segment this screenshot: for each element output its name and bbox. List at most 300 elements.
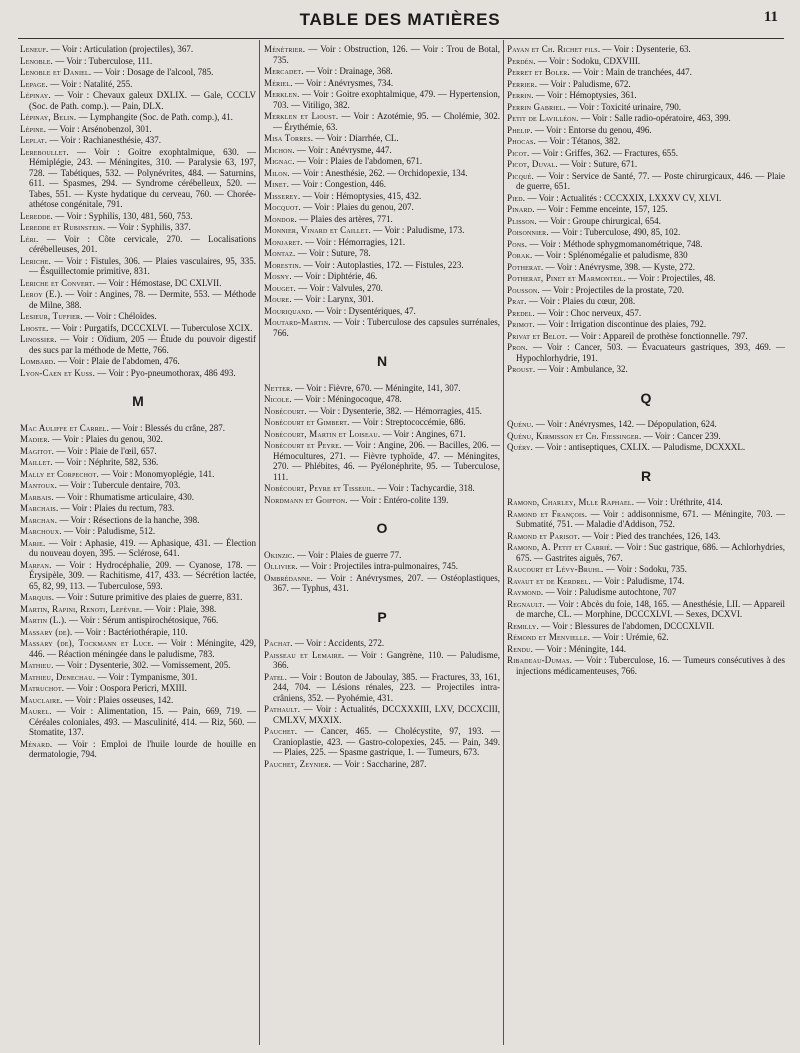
- author-name: Maillet.: [20, 457, 53, 467]
- entry-references: — Voir : Angine, 206. — Bacilles, 206. — Hémocultures, 271. — Fièvre typhoïde, 47. — Méningites, 270. — Phlébites, 46. — Pyélonéphrite, 95. — Tuberculose, 111.: [273, 440, 500, 482]
- index-entry: [20, 503, 256, 514]
- author-name: Mac Auliffe et Carrel.: [20, 422, 110, 433]
- entry-references: — Voir : Oïdium, 205 — Étude du pouvoir digestif des sucs par la méthode de Mette, 766.: [29, 334, 256, 355]
- entry-references: — Voir : Méningite, 144.: [533, 643, 627, 654]
- index-entry: [264, 191, 500, 202]
- author-name: Misserey.: [264, 190, 301, 201]
- index-entry: [264, 483, 500, 494]
- page-number: 11: [763, 9, 778, 25]
- index-entry: [264, 394, 500, 405]
- author-name: Ramond, A. Petit et Carrié.: [507, 542, 613, 552]
- entry-references: — Voir : Articulation (projectiles), 367.: [48, 44, 194, 54]
- entry-references: — Voir : Projectiles de la prostate, 720.: [539, 284, 685, 295]
- entry-references: — Voir : Gangrène, 110. — Paludisme, 366.: [273, 649, 500, 670]
- index-entry: [20, 90, 256, 111]
- entry-references: — Voir : Dysenterie, 302. — Vomissement, 205.: [53, 660, 231, 670]
- author-name: Plisson.: [507, 215, 537, 226]
- author-name: Phelip.: [507, 124, 533, 135]
- entry-references: — Voir : Bactériothérapie, 110.: [72, 626, 188, 637]
- author-name: Ribadeau-Dumas.: [507, 655, 573, 665]
- author-name: Misa Torres.: [264, 133, 314, 143]
- entry-references: — Voir : Appareil de prothèse fonctionnelle. 797.: [567, 330, 748, 341]
- index-entry: [264, 561, 500, 572]
- author-name: Lyon-Caen et Kuss.: [20, 367, 96, 378]
- entry-references: — Voir : Résections de la hanche, 398.: [57, 514, 200, 525]
- author-name: Monnier, Vinard et Caillet.: [264, 225, 371, 235]
- index-entry: [507, 148, 785, 159]
- index-entry: [20, 604, 256, 615]
- index-entry: [507, 497, 785, 508]
- author-name: Mosny.: [264, 271, 292, 281]
- index-entry: [507, 171, 785, 192]
- index-entry: [264, 248, 500, 259]
- author-name: Moure.: [264, 294, 292, 304]
- author-name: Nobécourt et Gimbert.: [264, 417, 350, 427]
- author-name: Marie.: [20, 537, 46, 548]
- entry-references: — Voir : Projectiles intra-pulmonaires, 745.: [297, 561, 459, 571]
- author-name: Patel.: [264, 671, 288, 682]
- entry-references: — Voir : Dosage de l'alcool, 785.: [91, 67, 214, 77]
- index-entry: [507, 113, 785, 124]
- entry-references: — Voir : Tachycardie, 318.: [375, 483, 475, 493]
- author-name: Picqué.: [507, 170, 534, 181]
- entry-references: — Voir : Fièvre, 670. — Méningite, 141, 307.: [292, 382, 461, 393]
- index-entry: [264, 78, 500, 89]
- index-entry: [20, 124, 256, 135]
- entry-references: — Voir : Plaies osseuses, 142.: [62, 694, 174, 705]
- section-letter: N: [376, 353, 388, 369]
- index-entry: [264, 406, 500, 417]
- entry-references: — Voir : Goitre exophtalmique, 630. — Hémiplégie, 243. — Méningites, 310. — Paralysie 63, 197, 728. — Tabétiques, 532. — Polynévrites, 484. — Saturnins, 611. — Spasmes, 294. — Syndrome cérébelleux, 520. — Tabes, 551. — Kyste hydatique du cerveau, 760. — Chorée-athétose congénitale, 791.: [29, 146, 256, 209]
- author-name: Remilly.: [507, 620, 539, 631]
- entry-references: — Voir : Hémostase, DC CXLVII.: [95, 277, 222, 288]
- index-entry: [507, 216, 785, 227]
- entry-references: — Voir : Hémorragies, 121.: [302, 236, 406, 247]
- entry-references: — Voir : Entéro-colite 139.: [347, 494, 449, 505]
- column-divider: [503, 40, 504, 1045]
- index-column-middle: [264, 44, 500, 1045]
- author-name: Mouriquand.: [264, 305, 313, 316]
- index-entry: [264, 306, 500, 317]
- index-entry: [264, 672, 500, 704]
- index-entry: [264, 759, 500, 770]
- index-entry: [264, 550, 500, 561]
- author-name: Ramond et Parisot.: [507, 530, 581, 541]
- entry-references: — Voir : Entorse du genou, 496.: [532, 124, 652, 135]
- author-name: Mériel.: [264, 77, 293, 88]
- index-entry: [264, 225, 500, 236]
- author-name: Ménard.: [20, 738, 53, 749]
- entry-references: — Voir : Sodoku, CDXVIII.: [535, 55, 641, 66]
- index-entry: [507, 296, 785, 307]
- entry-references: — Voir : Sodoku, 735.: [603, 564, 687, 574]
- author-name: Netter.: [264, 382, 293, 393]
- index-entry: [264, 111, 500, 132]
- author-name: Perrin Gabriel.: [507, 101, 566, 112]
- index-entry: [264, 89, 500, 110]
- index-entry: [20, 256, 256, 277]
- author-name: Leriche et Convert.: [20, 277, 96, 288]
- entry-references: — Voir : Congestion, 446.: [289, 179, 387, 189]
- entry-references: — Voir : Hydrocéphalie, 209. — Cyanose, 178. — Érysipèle, 309. — Rachitisme, 417, 433. — Sécrétion lactée, 65, 82, 99, 113. — Tuberculose, 593.: [29, 559, 256, 591]
- index-entry: [264, 260, 500, 271]
- index-entry: [264, 704, 500, 725]
- entry-references: — Voir : Salle radio-opératoire, 463, 399.: [578, 113, 731, 123]
- entry-references: — Voir : Angines, 78. — Dermite, 553. — Méthode de Milne, 388.: [29, 289, 256, 310]
- index-entry: [20, 457, 256, 468]
- author-name: Lepage.: [20, 78, 48, 89]
- entry-references: — Voir : Anévrysme, 398. — Kyste, 272.: [543, 261, 696, 272]
- entry-references: — Voir : Dysentériques, 47.: [312, 305, 416, 316]
- index-entry: [507, 250, 785, 261]
- author-name: Prat.: [507, 296, 527, 306]
- entry-references: — Voir : Arsénobenzol, 301.: [46, 123, 152, 134]
- index-entry: [20, 44, 256, 55]
- entry-references: — Voir : Cancer, 503. — Évacuateurs gastriques, 393, 469. — Hypochlorhydrie, 191.: [516, 342, 785, 363]
- entry-references: — Voir : Larynx, 301.: [291, 294, 374, 304]
- author-name: Merklen.: [264, 89, 300, 99]
- entry-references: — Voir : Oospora Pericri, MXIII.: [64, 683, 187, 693]
- author-name: Picot.: [507, 147, 530, 158]
- entry-references: — Voir : Azotémie, 95. — Cholémie, 302. — Érythémie, 63.: [273, 111, 500, 132]
- entry-references: — Voir : Tubercule dentaire, 703.: [57, 480, 181, 490]
- index-entry: [507, 239, 785, 250]
- index-entry: [20, 469, 256, 480]
- index-entry: [20, 446, 256, 457]
- index-entry: [507, 44, 785, 55]
- section-letter: P: [377, 608, 387, 625]
- author-name: Pachat.: [264, 638, 293, 648]
- index-entry: [507, 79, 785, 90]
- index-entry: [20, 434, 256, 445]
- index-entry: [507, 308, 785, 319]
- author-name: Lenoble.: [20, 55, 54, 66]
- index-entry: [264, 66, 500, 77]
- entry-references: — Voir : Plaie de l'œil, 657.: [54, 445, 157, 456]
- entry-references: — Voir : Pied des tranchées, 126, 143.: [580, 530, 721, 541]
- entry-references: — Voir : Suture, 671.: [557, 159, 638, 169]
- entry-references: — Voir : Service de Santé, 77. — Poste chirurgicaux, 446. — Plaie de guerre, 651.: [516, 170, 785, 191]
- index-entry: [264, 417, 500, 428]
- author-name: Perrier.: [507, 78, 538, 89]
- entry-references: — Voir : Actualités : CCCXXIX, LXXXV CV, XLVI.: [525, 192, 722, 203]
- author-name: Montaz.: [264, 248, 296, 258]
- author-name: Quéry.: [507, 442, 533, 452]
- index-entry: [264, 202, 500, 213]
- index-entry: [507, 102, 785, 113]
- index-entry: [264, 283, 500, 294]
- author-name: Mantoux.: [20, 480, 58, 490]
- index-entry: [264, 271, 500, 282]
- section-letter: O: [376, 520, 388, 536]
- index-column-left: [20, 44, 256, 1045]
- entry-references: — Voir : Femme enceinte, 157, 125.: [534, 204, 668, 214]
- entry-references: — Voir : Accidents, 272.: [292, 638, 385, 648]
- entry-references: — Voir : Angines, 671.: [380, 428, 466, 439]
- index-entry: [507, 273, 785, 284]
- entry-references: — Voir : Néphrite, 582, 536.: [52, 457, 159, 467]
- entry-references: — Voir : Saccharine, 287.: [330, 758, 427, 769]
- author-name: Mauclaire.: [20, 694, 63, 705]
- entry-references: — Voir : Plaies du genou, 302.: [49, 434, 163, 444]
- entry-references: — Voir : Méningite, 429, 446. — Réaction méningée dans le paludisme, 783.: [29, 638, 256, 659]
- index-entry: [507, 431, 785, 442]
- author-name: Rendu.: [507, 643, 534, 654]
- index-entry: [20, 135, 256, 146]
- index-entry: [507, 319, 785, 330]
- index-entry: [264, 638, 500, 649]
- entry-references: — Voir : Anévrysmes, 207. — Ostéoplastiques, 367. — Typhus, 431.: [273, 572, 500, 593]
- entry-references: — Voir : Méningocoque, 478.: [291, 394, 402, 404]
- entry-references: — Voir : Chéloïdes.: [82, 311, 157, 321]
- entry-references: — Voir : Chevaux galeux DXLIX. — Gale, CCCLV (Soc. de Path. comp.). — Pain, DLX.: [29, 90, 256, 111]
- entry-references: — Voir : Streptococcémie, 686.: [349, 417, 466, 427]
- entry-references: — Voir : Sérum antispirochétosique, 766.: [66, 615, 219, 625]
- author-name: Ménétrier.: [264, 44, 306, 54]
- index-entry: [507, 632, 785, 643]
- entry-references: — Voir : Actualités, DCCXXXIII, LXV, DCCXCIII, CMLXV, MXXIX.: [273, 704, 500, 725]
- author-name: Massary (de).: [20, 626, 73, 637]
- author-name: Nobécourt, Martin et Loiseau.: [264, 428, 381, 439]
- author-name: Perrin.: [507, 90, 534, 100]
- index-entry: [507, 331, 785, 342]
- index-entry: [507, 364, 785, 375]
- index-entry: [20, 234, 256, 255]
- author-name: Martin (L.).: [20, 615, 67, 625]
- entry-references: — Voir : Paludisme, 174.: [590, 575, 685, 586]
- index-entry: [264, 237, 500, 248]
- author-name: Matruchot.: [20, 683, 65, 693]
- author-name: Leroy (E.).: [20, 289, 63, 299]
- entry-references: — Voir : Tuberculose, 16. — Tumeurs consécutives à des injections médicamenteuses, 766.: [516, 655, 785, 676]
- author-name: Nobécourt et Peyre.: [264, 440, 342, 450]
- author-name: Monjaret.: [264, 236, 303, 247]
- entry-references: — Voir : Aphasie, 419. — Aphasique, 431. — Élection du nouveau doyen, 395. — Sclérose, 641.: [29, 537, 256, 558]
- entry-references: — Voir : Plaies du rectum, 783.: [58, 503, 175, 513]
- index-entry: [20, 222, 256, 233]
- author-name: Magitot.: [20, 445, 55, 456]
- entry-references: — Voir : Monomyoplégie, 141.: [98, 468, 215, 479]
- author-name: Lépinay.: [20, 90, 51, 100]
- entry-references: — Voir : Purgatifs, DCCCXLVI. — Tuberculose XCIX.: [48, 322, 253, 333]
- entry-references: — Voir : Plaie de l'abdomen, 476.: [55, 356, 180, 366]
- author-name: Phocas.: [507, 136, 536, 146]
- author-name: Lombard.: [20, 356, 56, 366]
- section-letter: Q: [640, 389, 652, 406]
- author-name: Mally et Corpechot.: [20, 468, 99, 479]
- entry-references: — Voir : Suture, 78.: [295, 248, 371, 258]
- index-entry: [20, 538, 256, 559]
- author-name: Ollivier.: [264, 561, 298, 571]
- entry-references: — Voir : Plaies de guerre 77.: [294, 549, 402, 560]
- index-entry: [264, 214, 500, 225]
- index-entry: [20, 706, 256, 738]
- entry-references: — Voir : Suture primitive des plaies de guerre, 831.: [54, 592, 243, 602]
- entry-references: — Voir : Dysenterie, 382. — Hémorragies, 415.: [306, 405, 482, 416]
- index-column-right: [507, 44, 785, 1045]
- entry-references: — Plaies des artères, 771.: [297, 213, 393, 224]
- index-entry: [507, 542, 785, 563]
- entry-references: — Voir : Ambulance, 32.: [535, 364, 628, 374]
- index-entry: [507, 564, 785, 575]
- entry-references: — Voir : Urémie, 62.: [590, 632, 669, 642]
- entry-references: — Voir : Projectiles, 48.: [625, 273, 716, 283]
- entry-references: — Voir : Hémoptysies, 415, 432.: [300, 190, 422, 201]
- author-name: Mercadet.: [264, 66, 304, 76]
- entry-references: — Voir : Plaie, 398.: [142, 603, 217, 614]
- entry-references: — Voir : Natalité, 255.: [47, 78, 133, 89]
- index-entry: [264, 383, 500, 394]
- author-name: Petit de Lavilléon.: [507, 113, 579, 123]
- index-entry: [507, 204, 785, 215]
- author-name: Poisonnier.: [507, 227, 549, 237]
- entry-references: — Voir : Tympanisme, 301.: [95, 671, 198, 682]
- author-name: Pathault.: [264, 704, 301, 714]
- index-entry: [20, 480, 256, 491]
- index-entry: [20, 79, 256, 90]
- entry-references: — Voir : Choc nerveux, 457.: [535, 307, 642, 318]
- index-entry: [507, 621, 785, 632]
- index-entry: [507, 509, 785, 530]
- entry-references: — Voir : Syphilis, 130, 481, 560, 753.: [53, 210, 193, 221]
- author-name: Paisseau et Lemaire.: [264, 649, 345, 660]
- author-name: Moutard-Martin.: [264, 317, 331, 327]
- author-name: Nobécourt.: [264, 405, 307, 416]
- author-name: Privat et Belot.: [507, 330, 568, 341]
- author-name: Mocquot.: [264, 202, 301, 212]
- author-name: Minet.: [264, 179, 290, 189]
- author-name: Pinard.: [507, 204, 535, 214]
- index-entry: [507, 599, 785, 620]
- index-entry: [264, 495, 500, 506]
- index-entry: [20, 423, 256, 434]
- index-entry: [20, 311, 256, 322]
- author-name: Pousson.: [507, 284, 540, 295]
- index-entry: [507, 159, 785, 170]
- index-entry: [20, 739, 256, 760]
- author-name: Lenoble et Daniel.: [20, 67, 92, 77]
- entry-references: — Voir : Autoplasties, 172. — Fistules, 223.: [301, 259, 464, 270]
- author-name: Maurel.: [20, 706, 52, 716]
- author-name: Leredde.: [20, 210, 54, 221]
- entry-references: — Voir : Plaies du cœur, 208.: [526, 296, 636, 306]
- index-entry: [507, 227, 785, 238]
- index-entry: [264, 650, 500, 671]
- index-entry: [20, 67, 256, 78]
- index-entry: [507, 285, 785, 296]
- author-name: Lereboullet.: [20, 146, 69, 157]
- author-name: Marchan.: [20, 514, 58, 525]
- entry-references: — Voir : Suc gastrique, 686. — Achlorhydries, 675. — Gastrites aiguës, 767.: [516, 542, 785, 563]
- index-entry: [20, 278, 256, 289]
- index-entry: [20, 638, 256, 659]
- author-name: Mathieu, Denechau.: [20, 671, 96, 682]
- page-title: TABLE DES MATIÈRES: [299, 10, 501, 29]
- entry-references: — Voir : Toxicité urinaire, 790.: [565, 101, 682, 112]
- index-entry: [20, 368, 256, 379]
- author-name: Proust.: [507, 364, 536, 374]
- page-header: [0, 0, 800, 40]
- author-name: Pons.: [507, 238, 528, 249]
- author-name: Morestin.: [264, 259, 302, 270]
- index-entry: [264, 179, 500, 190]
- author-name: Marquis.: [20, 592, 55, 602]
- index-entry: [20, 683, 256, 694]
- author-name: Quénu, Kirmisson et Ch. Fiessinger.: [507, 430, 642, 441]
- author-name: Raucourt et Lévy-Bruhl.: [507, 564, 604, 574]
- entry-references: — Voir : Obstruction, 126. — Voir : Trou de Botal, 735.: [273, 44, 500, 65]
- index-entry: [20, 660, 256, 671]
- entry-references: — Voir : Anévrysmes, 142. — Dépopulation, 624.: [533, 419, 717, 429]
- index-entry: [20, 695, 256, 706]
- entry-references: — Lymphangite (Soc. de Path. comp.), 41.: [76, 112, 233, 122]
- author-name: Milon.: [264, 167, 290, 178]
- author-name: Nobécourt, Peyre et Tisseuil.: [264, 483, 376, 493]
- entry-references: — Voir : Tuberculose des capsules surrénales, 766.: [273, 317, 500, 338]
- entry-references: — Voir : Irrigation discontinue des plaies, 792.: [535, 319, 707, 329]
- index-entry: [507, 262, 785, 273]
- entry-references: — Voir : Fistules, 306. — Plaies vasculaires, 95, 335. — Ésquillectomie primitive, 831.: [29, 255, 256, 276]
- entry-references: — Voir : Main de tranchées, 447.: [569, 67, 692, 77]
- entry-references: — Voir : Valvules, 270.: [295, 282, 383, 293]
- entry-references: — Voir : Syphilis, 337.: [105, 222, 191, 232]
- author-name: Mondor.: [264, 213, 297, 224]
- index-entry: [507, 419, 785, 430]
- index-entry: [20, 112, 256, 123]
- index-entry: [507, 576, 785, 587]
- author-name: Lesieur, Tuffier.: [20, 311, 83, 321]
- index-entry: [20, 526, 256, 537]
- entry-references: — Voir : Rhumatisme articulaire, 430.: [53, 491, 195, 502]
- author-name: Mathieu.: [20, 660, 54, 670]
- author-name: Martin, Rapini, Renoti, Lefèvre.: [20, 603, 143, 614]
- index-entry: [20, 323, 256, 334]
- entry-references: — Voir : Paludisme autochtone, 707: [543, 587, 677, 597]
- entry-references: — Voir : Blessés du crâne, 287.: [109, 422, 225, 433]
- index-entry: [264, 168, 500, 179]
- entry-references: — Voir : Tuberculose, 111.: [53, 55, 153, 66]
- index-entry: [507, 531, 785, 542]
- entry-references: — Voir : Groupe chirurgical, 654.: [536, 215, 661, 226]
- author-name: Predel.: [507, 307, 535, 318]
- index-entry: [20, 672, 256, 683]
- entry-references: — Voir : Dysenterie, 63.: [600, 44, 691, 54]
- author-name: Nordmann et Goiffon.: [264, 494, 348, 505]
- entry-references: — Voir : Griffes, 362. — Fractures, 655.: [529, 147, 678, 158]
- index-entry: [507, 342, 785, 363]
- entry-references: — Voir : Paludisme, 672.: [537, 78, 631, 89]
- index-entry: [507, 193, 785, 204]
- author-name: Ombrédanne.: [264, 572, 313, 583]
- entry-references: — Voir : Uréthrite, 414.: [634, 497, 723, 507]
- entry-references: — Voir : Anesthésie, 262. — Orchidopexie, 134.: [289, 167, 468, 178]
- author-name: Mouget.: [264, 282, 296, 293]
- author-name: Marchoux.: [20, 526, 62, 536]
- author-name: Perdén.: [507, 55, 536, 66]
- author-name: Mignac.: [264, 156, 295, 166]
- section-letter: M: [132, 393, 144, 409]
- entry-references: — Voir : Rachianesthésie, 437.: [47, 135, 162, 145]
- entry-references: — Voir : Diarrhée, CL.: [313, 133, 399, 143]
- author-name: Lépinay, Belin.: [20, 112, 77, 122]
- entry-references: — Voir : Goitre exophtalmique, 479. — Hypertension, 703. — Vitiligo, 382.: [273, 89, 500, 110]
- index-entry: [264, 573, 500, 594]
- author-name: Marchais.: [20, 503, 59, 513]
- entry-references: — Voir : Anévrysmes, 734.: [292, 77, 394, 88]
- index-entry: [20, 289, 256, 310]
- index-entry: [507, 644, 785, 655]
- entry-references: — Voir : Emploi de l'huile lourde de houille en dermatologie, 794.: [29, 738, 256, 759]
